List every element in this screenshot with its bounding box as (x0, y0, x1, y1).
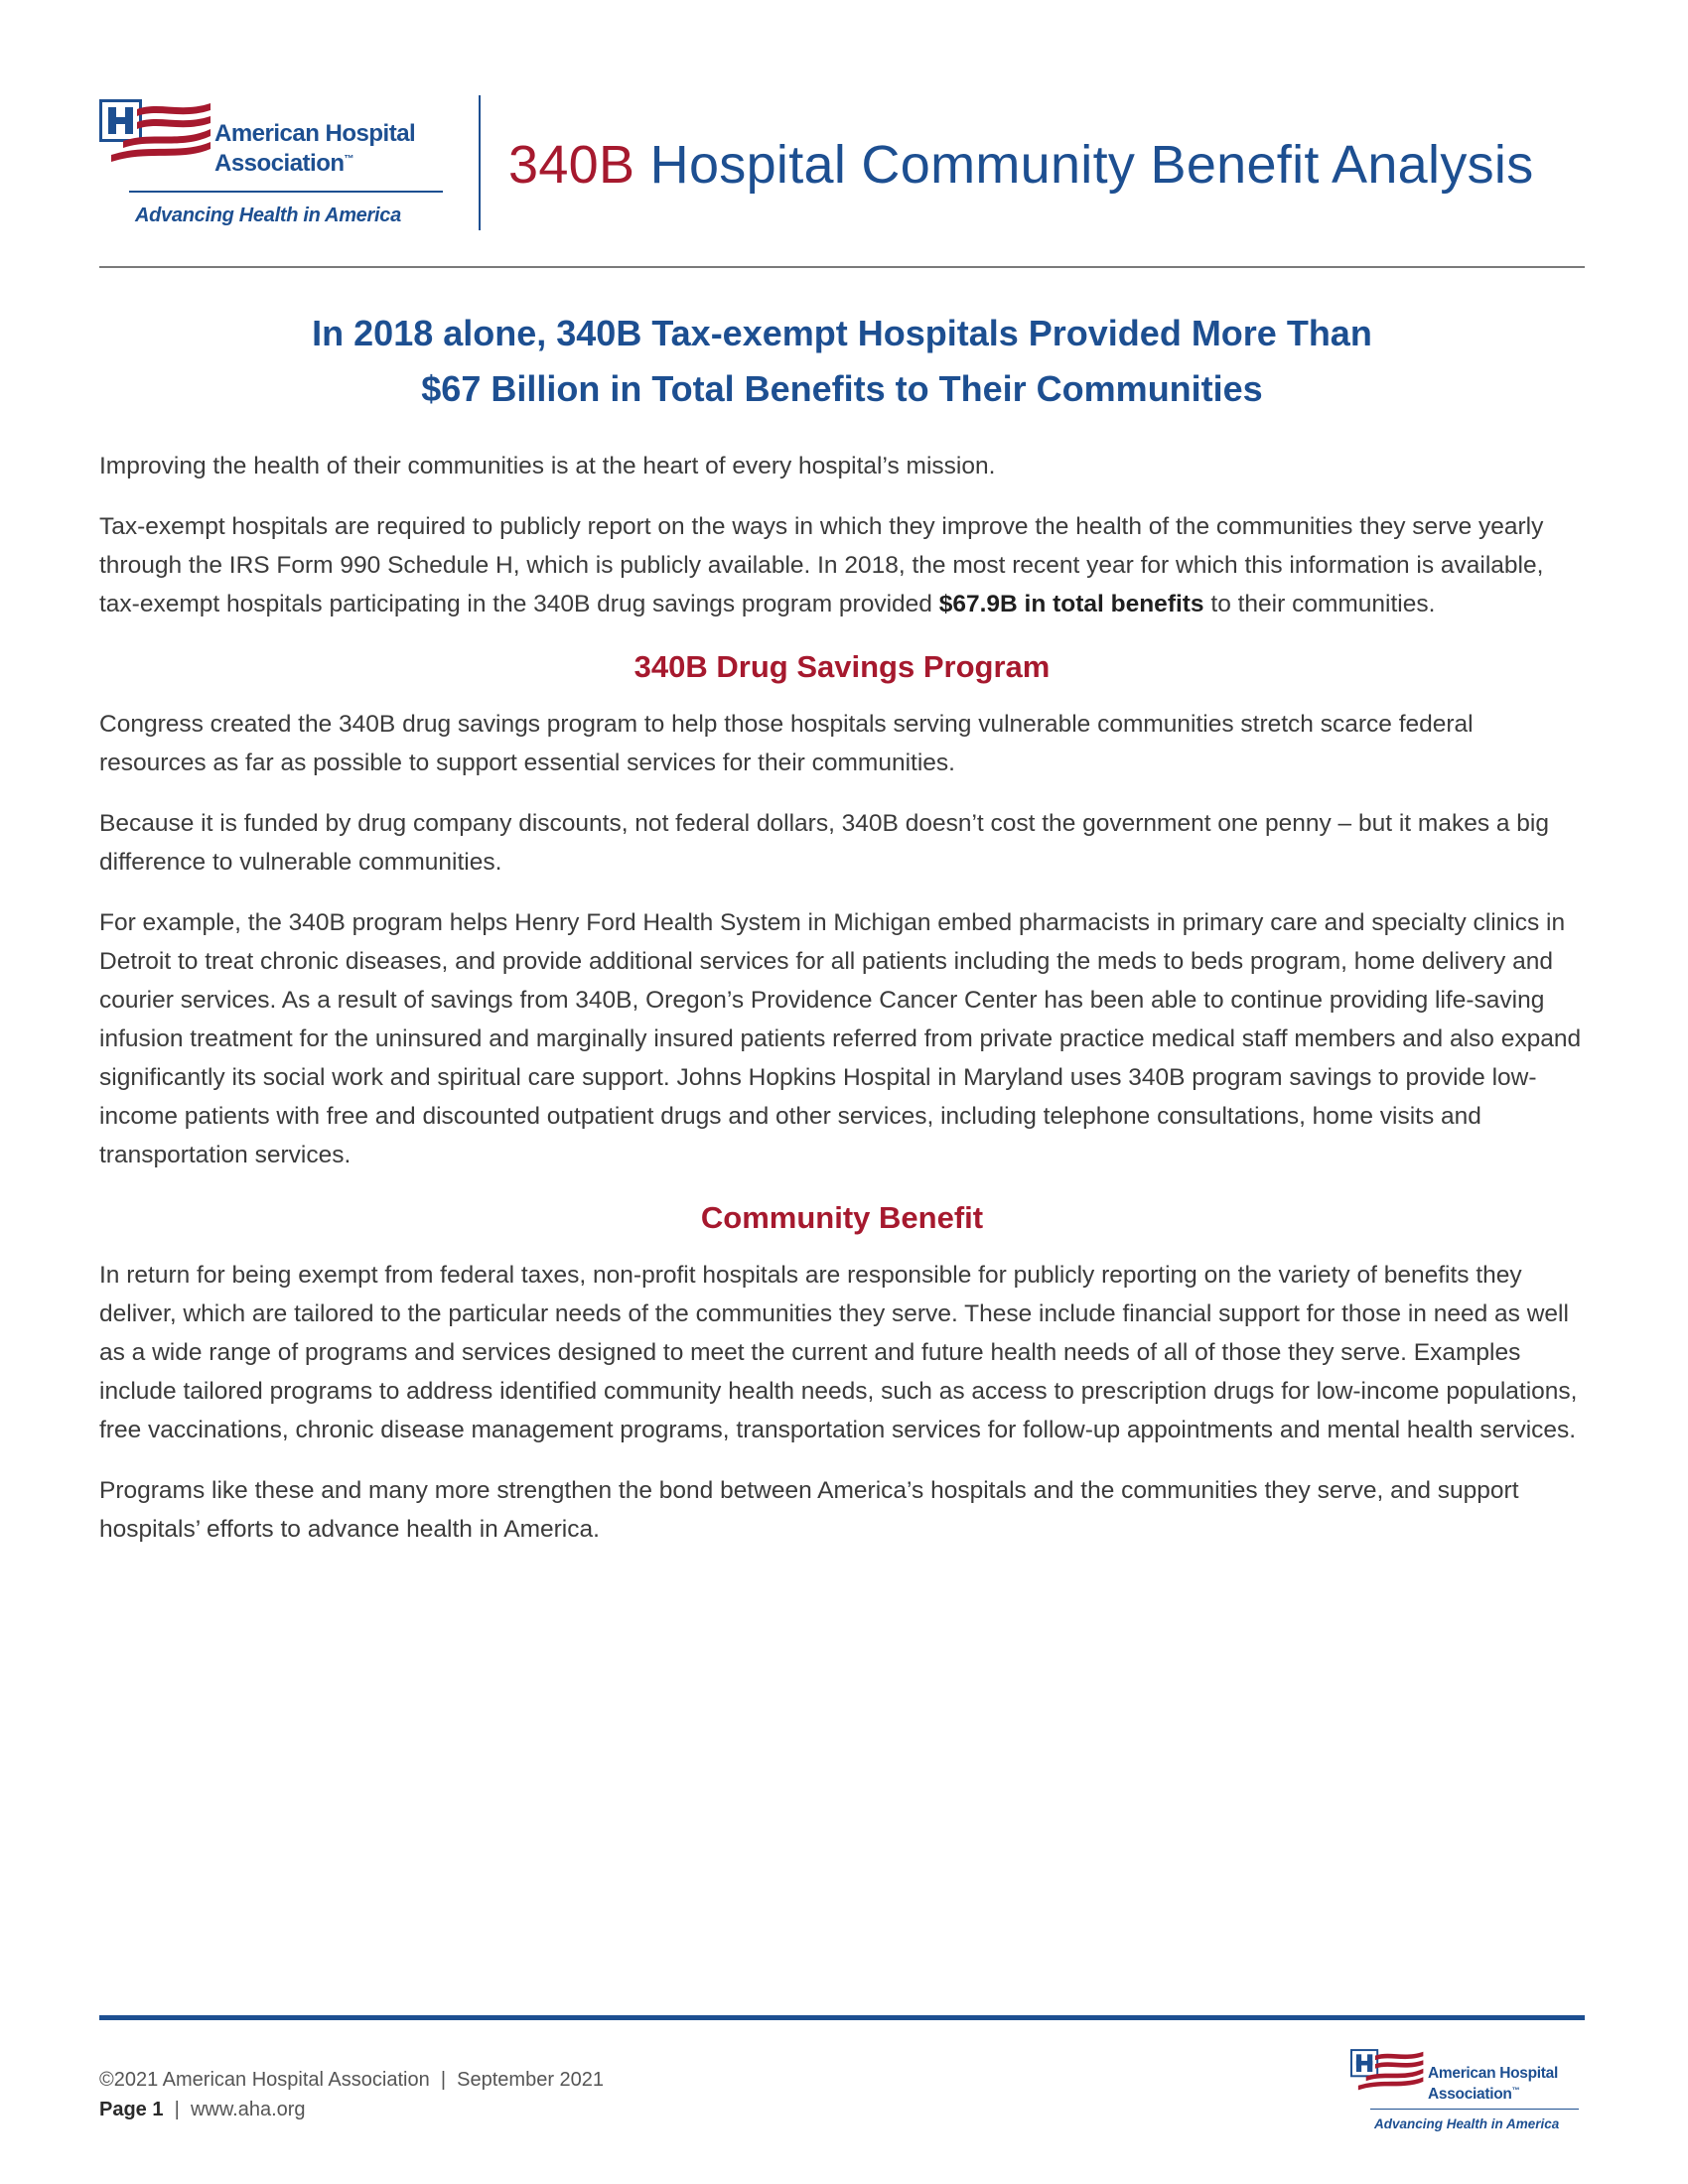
footer-website-link[interactable]: www.aha.org (190, 2099, 306, 2120)
section-heading-340b: 340B Drug Savings Program (633, 649, 1051, 684)
intro-paragraph-2-text: Tax-exempt hospitals are required to publicly report on the ways in which they improve the health of the communities they serve yearly through the IRS Form 990 Schedule H, which is publicly available. In 2018, the most recent year for which this information is available, tax-exempt hospitals participating in the 340B drug savings program provided (99, 513, 1544, 617)
community-paragraph-2: Programs like these and many more strengthen the bond between America’s hospitals and the communities they serve, and support hospitals’ efforts to advance health in America. (99, 1477, 1519, 1543)
header-vertical-divider (479, 95, 481, 230)
intro-paragraph-2 (99, 507, 1585, 623)
community-paragraph-1: In return for being exempt from federal taxes, non-profit hospitals are responsible for publicly reporting on the variety of benefits they deliver, which are tailored to the particular needs of the communities they serve. These include financial support for those in need as well as a wide range of programs and services designed to meet the current and future health needs of all of those they serve. Examples include tailored programs to address identified community health needs, such as access to prescription drugs for low-income populations, free vaccinations, chronic disease management programs, transportation services for follow-up appointments and mental health services. (99, 1262, 1578, 1443)
footer-separator-2: | (174, 2099, 180, 2120)
logo-name-line1: American Hospital (214, 120, 416, 147)
intro-paragraph-1: Improving the health of their communities is at the heart of every hospital’s mission. (99, 453, 996, 479)
footer-logo-trademark: ™ (1511, 2086, 1520, 2095)
footer-logo-mark-icon (1350, 2049, 1426, 2099)
340b-paragraph-2: Because it is funded by drug company discounts, not federal dollars, 340B doesn’t cost the government one penny – but it makes a big difference to vulnerable communities. (99, 810, 1549, 876)
logo-name-line2-wrap (214, 147, 415, 177)
page-header (99, 95, 1585, 234)
footer-logo-name-line2: Association (1428, 2086, 1512, 2104)
footer-logo-name-line2-wrap (1428, 2082, 1558, 2103)
logo-name-line2: Association (214, 150, 345, 177)
340b-paragraph-1: Congress created the 340B drug savings program to help those hospitals serving vulnerable communities stretch scarce federal resources as far as possible to support essential services for their communities. (99, 711, 1474, 776)
logo-trademark: ™ (344, 154, 354, 165)
headline-line2: $67 Billion in Total Benefits to Their Communities (421, 368, 1263, 409)
page-number: Page 1 (99, 2099, 164, 2120)
total-benefits-highlight: $67.9B in total benefits (938, 591, 1204, 617)
footer-line-2 (99, 2095, 604, 2124)
footer-logo-divider (1370, 2109, 1579, 2110)
footer-logo-wordmark (1428, 2065, 1558, 2103)
main-content (99, 306, 1585, 1570)
340b-paragraph-3: For example, the 340B program helps Henry Ford Health System in Michigan embed pharmacists in primary care and specialty clinics in Detroit to treat chronic diseases, and provide additional services for all patients including the meds to beds program, home delivery and courier services. As a result of savings from 340B, Oregon’s Providence Cancer Center has been able to continue providing life-saving infusion treatment for the uninsured and marginally insured patients referred from private practice medical staff members and also expand significantly its social work and spiritual care support. Johns Hopkins Hospital in Maryland uses 340B program savings to provide low-income patients with free and discounted outpatient drugs and other services, including telephone consultations, home visits and transportation services. (99, 909, 1582, 1168)
footer-info (99, 2065, 604, 2124)
footer-logo-name-line1: American Hospital (1428, 2065, 1558, 2082)
intro-paragraph-2-end: to their communities. (1203, 591, 1436, 617)
logo-wordmark (214, 121, 415, 177)
section-heading-community-benefit: Community Benefit (700, 1200, 984, 1235)
aha-logo[interactable] (99, 95, 457, 234)
footer-aha-logo[interactable] (1350, 2047, 1589, 2146)
document-title (508, 135, 1534, 195)
headline-line1: In 2018 alone, 340B Tax-exempt Hospitals Provided More Than (312, 313, 1372, 353)
footer-copyright: ©2021 American Hospital Association (99, 2069, 430, 2091)
logo-divider (129, 191, 443, 193)
footer-date: September 2021 (457, 2069, 605, 2091)
header-rule (99, 266, 1585, 268)
footer-logo-tagline: Advancing Health in America (1374, 2116, 1560, 2131)
footer-separator: | (440, 2069, 447, 2091)
document-title-accent: 340B (508, 135, 635, 195)
document-title-rest: Hospital Community Benefit Analysis (649, 135, 1534, 195)
logo-tagline: Advancing Health in America (135, 205, 401, 226)
headline (99, 306, 1585, 417)
aha-logo-mark-icon (99, 99, 214, 175)
footer-line-1 (99, 2065, 604, 2095)
footer-rule (99, 2015, 1585, 2020)
